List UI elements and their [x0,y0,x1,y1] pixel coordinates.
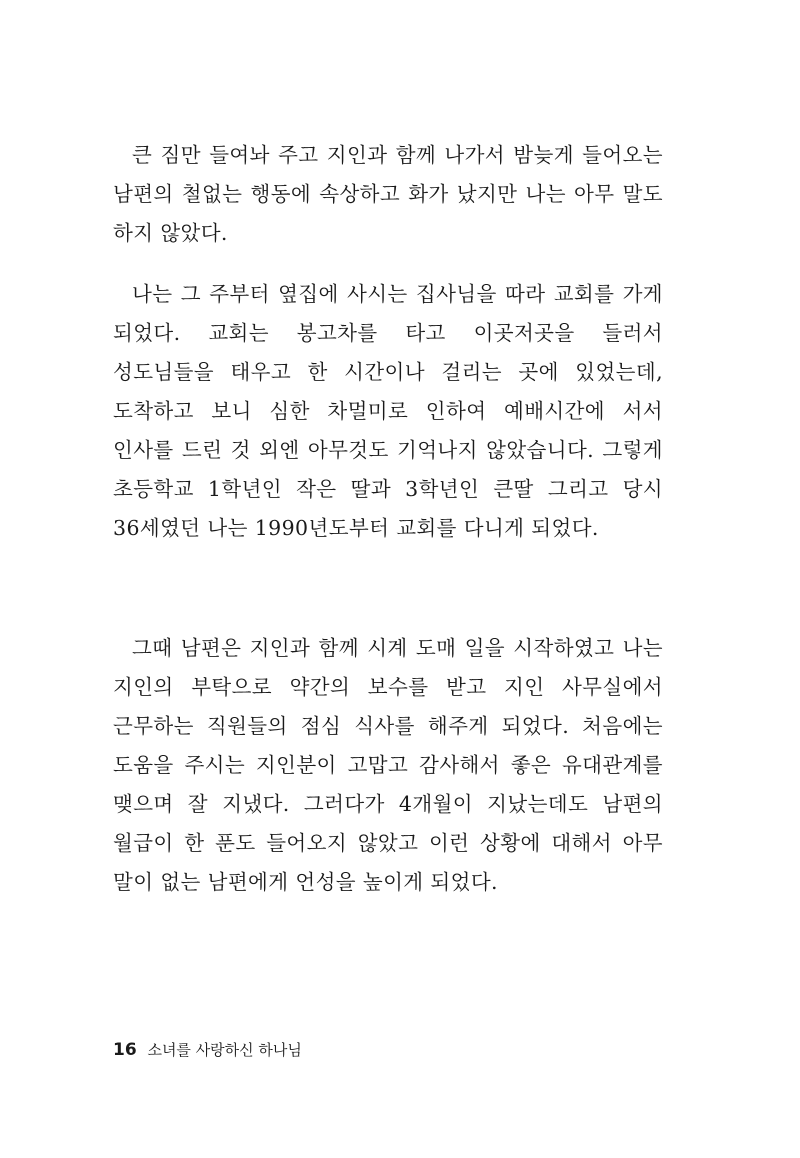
body-paragraph-3: 그때 남편은 지인과 함께 시계 도매 일을 시작하였고 나는 지인의 부탁으로 약간의 보수를 받고 지인 사무실에서 근무하는 직원들의 점심 식사를 해주게 되었다. 처음에는 도움을 주시는 지인분이 고맙고 감사해서 좋은 유대관계를 맺으며 잘 지냈다. 그러다가 4개월이 지났는데도 남편의 월급이 한 푼도 들어오지 않았고 이런 상황에 대해서 아무 말이 없는 남편에게 언성을 높이게 되었다. [113,636,663,894]
body-paragraph-1: 큰 짐만 들여놔 주고 지인과 함께 나가서 밤늦게 들어오는 남편의 철없는 행동에 속상하고 화가 났지만 나는 아무 말도 하지 않았다. [113,143,663,245]
running-title: 소녀를 사랑하신 하나님 [147,1041,302,1059]
body-paragraph-2: 나는 그 주부터 옆집에 사시는 집사님을 따라 교회를 가게 되었다. 교회는 봉고차를 타고 이곳저곳을 들러서 성도님들을 태우고 한 시간이나 걸리는 곳에 있었는데, 도착하고 보니 심한 차멀미로 인하여 예배시간에 서서 인사를 드린 것 외엔 아무것도 기억나지 않았습니다. 그렇게 초등학교 1학년인 작은 딸과 3학년인 큰딸 그리고 당시 36세였던 나는 1990년도부터 교회를 다니게 되었다. [113,282,663,540]
page-footer [113,1040,302,1060]
page-number: 16 [113,1040,137,1060]
